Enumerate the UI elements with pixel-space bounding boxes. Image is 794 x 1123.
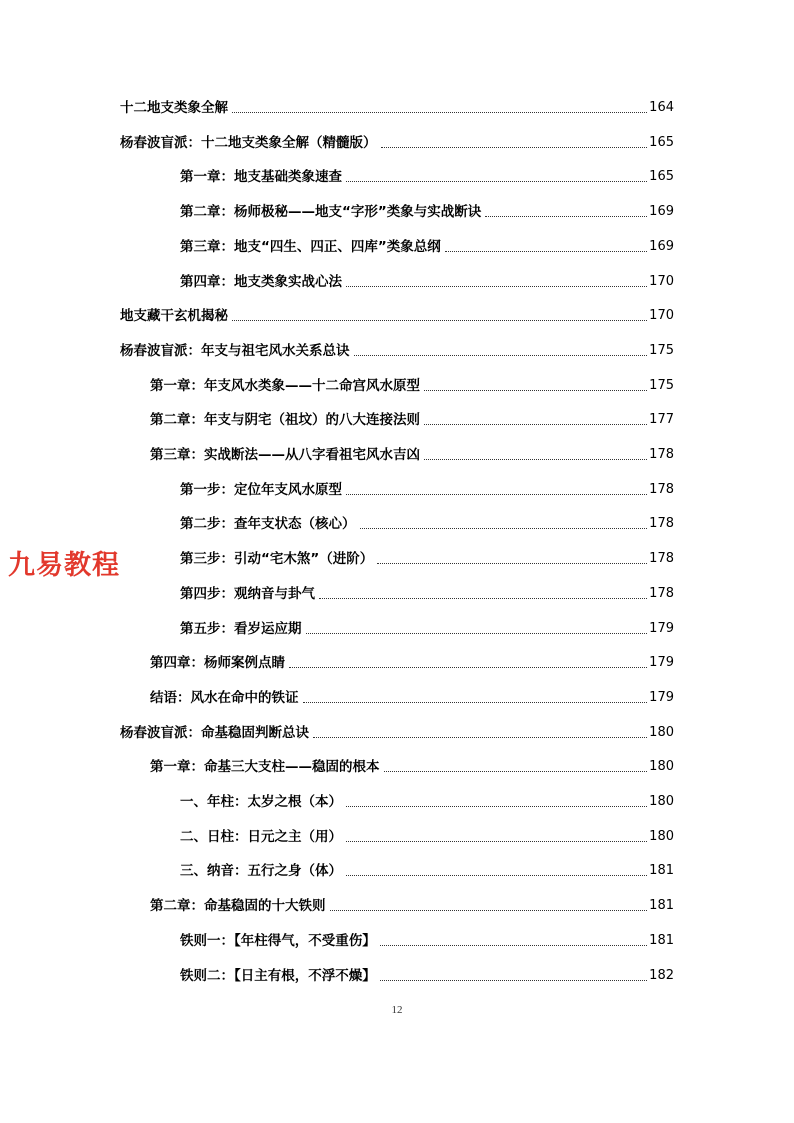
toc-entry[interactable] bbox=[150, 653, 674, 673]
toc-entry-page: 164 bbox=[649, 100, 674, 115]
toc-entry[interactable] bbox=[120, 98, 674, 118]
toc-entry-page: 179 bbox=[649, 655, 674, 671]
toc-entry-title: 第二章：命基稳固的十大铁则 bbox=[150, 898, 326, 915]
toc-dot-leader bbox=[313, 737, 647, 738]
toc-entry-page: 169 bbox=[649, 238, 674, 254]
toc-entry-page: 170 bbox=[649, 273, 674, 289]
toc-entry-title: 地支藏干玄机揭秘 bbox=[120, 308, 228, 325]
toc-entry[interactable] bbox=[120, 306, 674, 326]
toc-entry-page: 177 bbox=[649, 412, 674, 428]
toc-entry-title: 第一章：命基三大支柱——稳固的根本 bbox=[150, 759, 380, 776]
toc-dot-leader bbox=[232, 320, 647, 321]
toc-entry-title: 第一章：年支风水类象——十二命宫风水原型 bbox=[150, 377, 420, 394]
toc-entry[interactable] bbox=[150, 757, 674, 777]
toc-entry-title: 第四章：杨师案例点睛 bbox=[150, 655, 285, 672]
toc-entry[interactable] bbox=[150, 688, 674, 708]
toc-dot-leader bbox=[346, 875, 647, 876]
toc-entry[interactable] bbox=[180, 619, 674, 639]
toc-dot-leader bbox=[380, 980, 647, 981]
toc-entry-page: 180 bbox=[649, 759, 674, 775]
toc-entry-title: 第一章：地支基础类象速查 bbox=[180, 169, 342, 186]
toc-entry[interactable] bbox=[180, 237, 674, 257]
toc-entry-page: 178 bbox=[649, 447, 674, 462]
toc-dot-leader bbox=[380, 945, 647, 946]
toc-entry-title: 第二章：年支与阴宅（祖坟）的八大连接法则 bbox=[150, 412, 420, 429]
toc-entry-page: 180 bbox=[649, 794, 674, 809]
toc-entry-page: 169 bbox=[649, 204, 674, 220]
toc-entry-title: 一、年柱：太岁之根（本） bbox=[180, 794, 342, 810]
toc-entry[interactable] bbox=[150, 376, 674, 396]
toc-entry-page: 178 bbox=[649, 481, 674, 497]
toc-entry-title: 杨春波盲派：十二地支类象全解（精髓版） bbox=[120, 134, 377, 151]
toc-entry-page: 178 bbox=[649, 516, 674, 532]
toc-entry[interactable] bbox=[180, 202, 674, 222]
toc-entry[interactable] bbox=[180, 966, 674, 986]
toc-dot-leader bbox=[445, 251, 647, 252]
toc-entry-page: 181 bbox=[649, 932, 674, 948]
toc-entry[interactable] bbox=[180, 931, 674, 951]
page-number: 12 bbox=[391, 1004, 403, 1016]
toc-dot-leader bbox=[232, 112, 647, 113]
toc-entry[interactable] bbox=[180, 861, 674, 881]
toc-dot-leader bbox=[424, 424, 647, 425]
toc-dot-leader bbox=[354, 355, 648, 356]
toc-entry-title: 二、日柱：日元之主（用） bbox=[180, 828, 342, 845]
toc-entry-page: 175 bbox=[649, 377, 674, 393]
toc-entry[interactable] bbox=[180, 514, 674, 534]
toc-entry-page: 178 bbox=[649, 551, 674, 567]
toc-entry-page: 165 bbox=[649, 169, 674, 185]
toc-entry-title: 第三章：地支“四生、四正、四库”类象总纲 bbox=[180, 238, 441, 255]
toc-dot-leader bbox=[346, 841, 647, 842]
toc-dot-leader bbox=[346, 286, 647, 287]
toc-entry[interactable] bbox=[150, 896, 674, 916]
toc-dot-leader bbox=[346, 181, 647, 182]
toc-entry-page: 180 bbox=[649, 724, 674, 740]
toc-entry-title: 第五步：看岁运应期 bbox=[180, 620, 302, 637]
watermark-logo: 九易教程 bbox=[8, 550, 120, 581]
toc-entry-title: 第四章：地支类象实战心法 bbox=[180, 273, 342, 290]
toc-dot-leader bbox=[360, 528, 648, 529]
toc-dot-leader bbox=[289, 667, 647, 668]
toc-dot-leader bbox=[377, 563, 647, 564]
toc-entry[interactable] bbox=[180, 167, 674, 187]
toc-entry-title: 第三步：引动“宅木煞”（进阶） bbox=[180, 551, 374, 568]
toc-dot-leader bbox=[424, 459, 647, 460]
toc-entry-title: 杨春波盲派：年支与祖宅风水关系总诀 bbox=[120, 342, 350, 359]
toc-dot-leader bbox=[303, 702, 648, 703]
toc-dot-leader bbox=[384, 771, 648, 772]
toc-entry[interactable] bbox=[180, 584, 674, 604]
toc-entry-title: 杨春波盲派：命基稳固判断总诀 bbox=[120, 724, 309, 741]
toc-entry-title: 第四步：观纳音与卦气 bbox=[180, 585, 315, 602]
toc-entry-page: 175 bbox=[649, 342, 674, 358]
toc-entry-title: 第二步：查年支状态（核心） bbox=[180, 516, 356, 533]
toc-entry[interactable] bbox=[180, 792, 674, 812]
toc-entry-page: 178 bbox=[649, 585, 674, 601]
toc-dot-leader bbox=[319, 598, 647, 599]
toc-entry-page: 181 bbox=[649, 898, 674, 914]
toc-entry[interactable] bbox=[180, 827, 674, 847]
toc-entry-page: 165 bbox=[649, 134, 674, 150]
toc-dot-leader bbox=[330, 910, 648, 911]
toc-entry[interactable] bbox=[180, 480, 674, 500]
toc-entry-page: 182 bbox=[649, 967, 674, 983]
toc-entry[interactable] bbox=[120, 341, 674, 361]
toc-entry[interactable] bbox=[150, 410, 674, 430]
toc-entry[interactable] bbox=[120, 723, 674, 743]
toc-entry-title: 铁则一：【年柱得气，不受重伤】 bbox=[180, 932, 376, 949]
toc-entry-title: 结语：风水在命中的铁证 bbox=[150, 689, 299, 706]
toc-entry[interactable] bbox=[120, 133, 674, 153]
toc-entry-title: 第三章：实战断法——从八字看祖宅风水吉凶 bbox=[150, 447, 420, 463]
toc-entry[interactable] bbox=[180, 549, 674, 569]
toc-entry-page: 170 bbox=[649, 308, 674, 324]
toc-entry-page: 179 bbox=[649, 620, 674, 636]
toc-entry-page: 179 bbox=[649, 689, 674, 705]
toc-dot-leader bbox=[485, 216, 647, 217]
toc-entry-title: 十二地支类象全解 bbox=[120, 100, 228, 116]
toc-dot-leader bbox=[306, 633, 648, 634]
toc-dot-leader bbox=[381, 147, 648, 148]
toc-entry-title: 第一步：定位年支风水原型 bbox=[180, 481, 342, 498]
toc-dot-leader bbox=[346, 806, 647, 807]
toc-dot-leader bbox=[424, 390, 647, 391]
toc-entry-title: 三、纳音：五行之身（体） bbox=[180, 863, 342, 880]
toc-entry-page: 181 bbox=[649, 863, 674, 879]
toc-dot-leader bbox=[346, 494, 647, 495]
toc-entry[interactable] bbox=[150, 445, 674, 465]
toc-entry[interactable] bbox=[180, 272, 674, 292]
toc-entry-title: 第二章：杨师极秘——地支“字形”类象与实战断诀 bbox=[180, 204, 482, 221]
toc-entry-page: 180 bbox=[649, 828, 674, 844]
toc-entry-title: 铁则二：【日主有根，不浮不燥】 bbox=[180, 967, 376, 984]
